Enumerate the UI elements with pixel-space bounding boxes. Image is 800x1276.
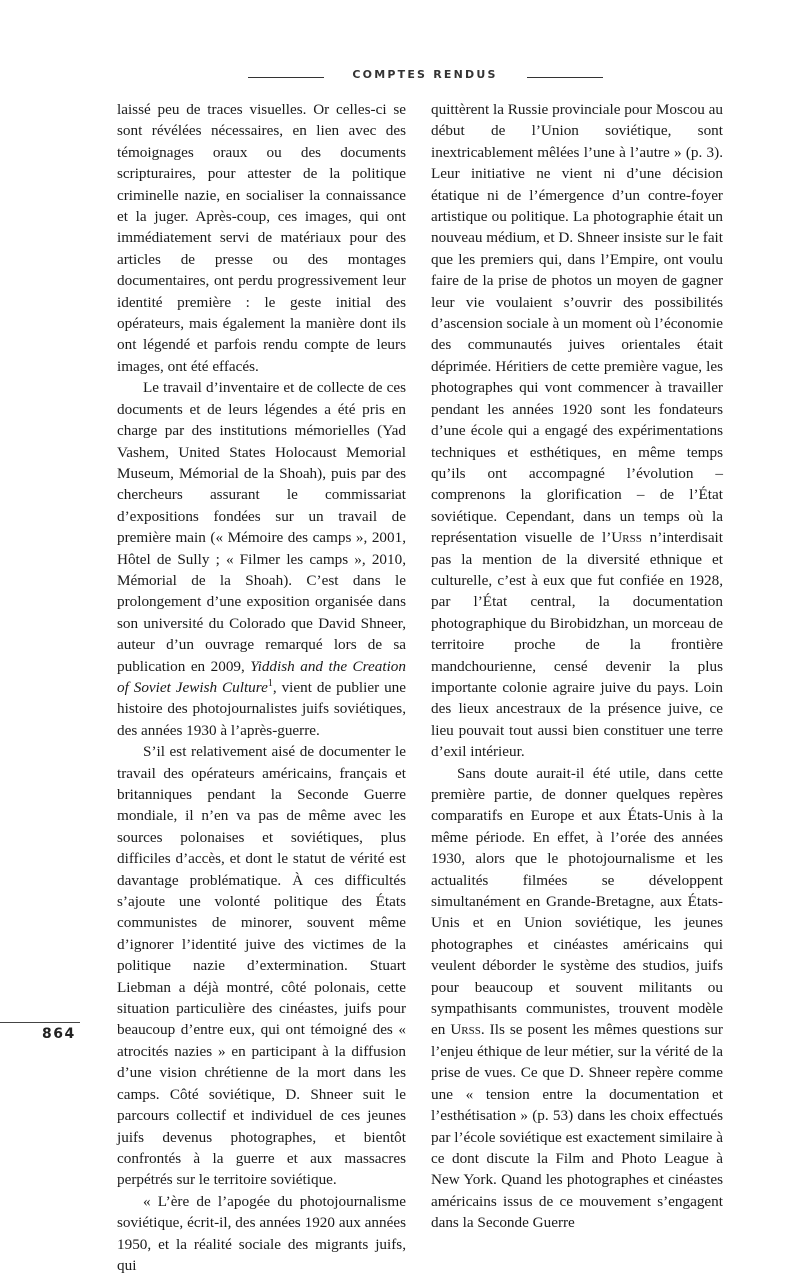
left-column	[117, 99, 406, 1276]
paragraph	[431, 99, 723, 763]
text-run: n’interdisait pas la mention de la diversité ethnique et culturelle, c’est à eux que fut confiée en 1928, par l’État central, la documentation photographique du Birobidzhan, un morceau de territoire proche de la frontière mandchourienne, censé devenir la plus importante colonie agraire juive du pays. Loin des lieux ancestraux de la présence juive, ce lieu pouvait tout aussi bien constituer une terre d’exil intérieur.	[431, 529, 723, 761]
text-run: Sans doute aurait-il été utile, dans cette première partie, de donner quelques repères comparatifs en Europe et aux États-Unis à la même période. En effet, à l’orée des années 1930, alors que le photojournalisme et les actualités filmées se développent simultanément en Grande-Bretagne, aux États-Unis et en Union soviétique, les jeunes photographes et cinéastes américains qui veulent déborder le système des studios, juifs pour beaucoup et souvent militants ou sympathisants communistes, trouvent modèle en	[431, 764, 723, 1039]
acronym-urss: Urss	[450, 1021, 481, 1039]
running-head-rule-right	[527, 77, 603, 78]
text-run: Le travail d’inventaire et de collecte de ces documents et de leurs légendes a été pris en charge par des institutions mémorielles (Yad Vashem, United States Holocaust Memorial Museum, Mémorial de la Shoah), puis par des chercheurs assurant le commissariat d’expositions fondées sur un travail de première main (« Mémoire des camps », 2001, Hôtel de Sully ; « Filmer les camps », 2010, Mémorial de la Shoah). C’est dans le prolongement d’une exposition organisée dans son université du Colorado que David Shneer, auteur d’un ouvrage remarqué lors de sa publication en 2009,	[117, 379, 406, 675]
paragraph	[431, 763, 723, 1234]
running-head-title: COMPTES RENDUS	[352, 68, 498, 81]
footnote-ref[interactable]: 1	[267, 677, 273, 689]
book-title: Yiddish and the Creation of Soviet Jewish Culture	[117, 657, 406, 696]
running-head	[0, 68, 800, 88]
right-column	[431, 99, 723, 1234]
paragraph: S’il est relativement aisé de documenter le travail des opérateurs américains, français et britanniques pendant la Seconde Guerre mondiale, il n’en va pas de même avec les sources polonaises et soviétiques, plus difficiles d’accès, et dont le statut de vérité est davantage problématique. À ces difficultés s’ajoute une volonté politique des États communistes de minorer, souvent même d’ignorer l’identité juive des victimes de la politique nazie d’extermination. Stuart Liebman a déjà montré, côté polonais, cette situation particulière des cinéastes, juifs pour beaucoup d’entre eux, qui ont témoigné des « atrocités nazies » en participant à la diffusion d’une vision chrétienne de la mort dans les camps. Côté soviétique, D. Shneer suit le parcours collectif et individuel de ces jeunes juifs devenus photographes, et bientôt confrontés à la guerre et aux massacres perpétrés sur le territoire soviétique.	[117, 743, 406, 1189]
folio-rule	[0, 1022, 80, 1023]
acronym-urss: Urss	[611, 529, 642, 547]
text-run: quittèrent la Russie provinciale pour Moscou au début de l’Union soviétique, sont inextricablement mêlées l’une à l’autre » (p. 3). Leur initiative ne vient ni d’une décision étatique ni de l’émergence d’un contre-foyer artistique ou politique. La photographie était un nouveau médium, et D. Shneer insiste sur le fait que les premiers qui, dans l’Empire, ont voulu faire de la prise de photos un moyen de gagner leur vie voulaient s’ouvrir des possibilités d’ascension sociale à un moment où l’économie des communautés juives orientales était déprimée. Héritiers de cette première vague, les photographes qui vont commencer à travailler pendant les années 1920 sont les fondateurs d’une école qui a engagé des expérimentations techniques et esthétiques, en même temps qu’ils ont accompagné l’évolution – comprenons la glorification – de l’État soviétique. Cependant, dans un temps où la représentation visuelle de l’	[431, 101, 723, 547]
text-run: . Ils se posent les mêmes questions sur l’enjeu éthique de leur métier, sur la vérité de la prise de vues. Ce que D. Shneer repère comme une « tension entre la documentation et l’esthétisation » (p. 53) dans les choix effectués par l’école soviétique est exactement similaire à ce dont discute la Film and Photo League à New York. Quand les photographes et cinéastes américains issus de ce mouvement s’engagent dans la Seconde Guerre	[431, 1021, 723, 1232]
paragraph: « L’ère de l’apogée du photojournalisme soviétique, écrit-il, des années 1920 aux années 1950, et la réalité sociale des migrants juifs, qui	[117, 1192, 406, 1274]
text-run: , vient de publier une histoire des photojournalistes juifs soviétiques, des années 1930 à l’après-guerre.	[117, 678, 407, 739]
page-number: 864	[42, 1026, 76, 1042]
running-head-rule-left	[248, 77, 324, 78]
paragraph: laissé peu de traces visuelles. Or celles-ci se sont révélées nécessaires, en lien avec des témoignages oraux ou des documents scripturaires, pour attester de la politique criminelle nazie, en socialiser la connaissance et la juger. Après-coup, ces images, qui ont immédiatement servi de matériaux pour des articles de presse ou des montages documentaires, ont perdu progressivement leur identité première : le geste initial des opérateurs, mais également la manière dont ils ont légendé et parfois rendu compte de leurs images, ont été effacés.	[117, 101, 406, 375]
paragraph	[117, 377, 406, 741]
